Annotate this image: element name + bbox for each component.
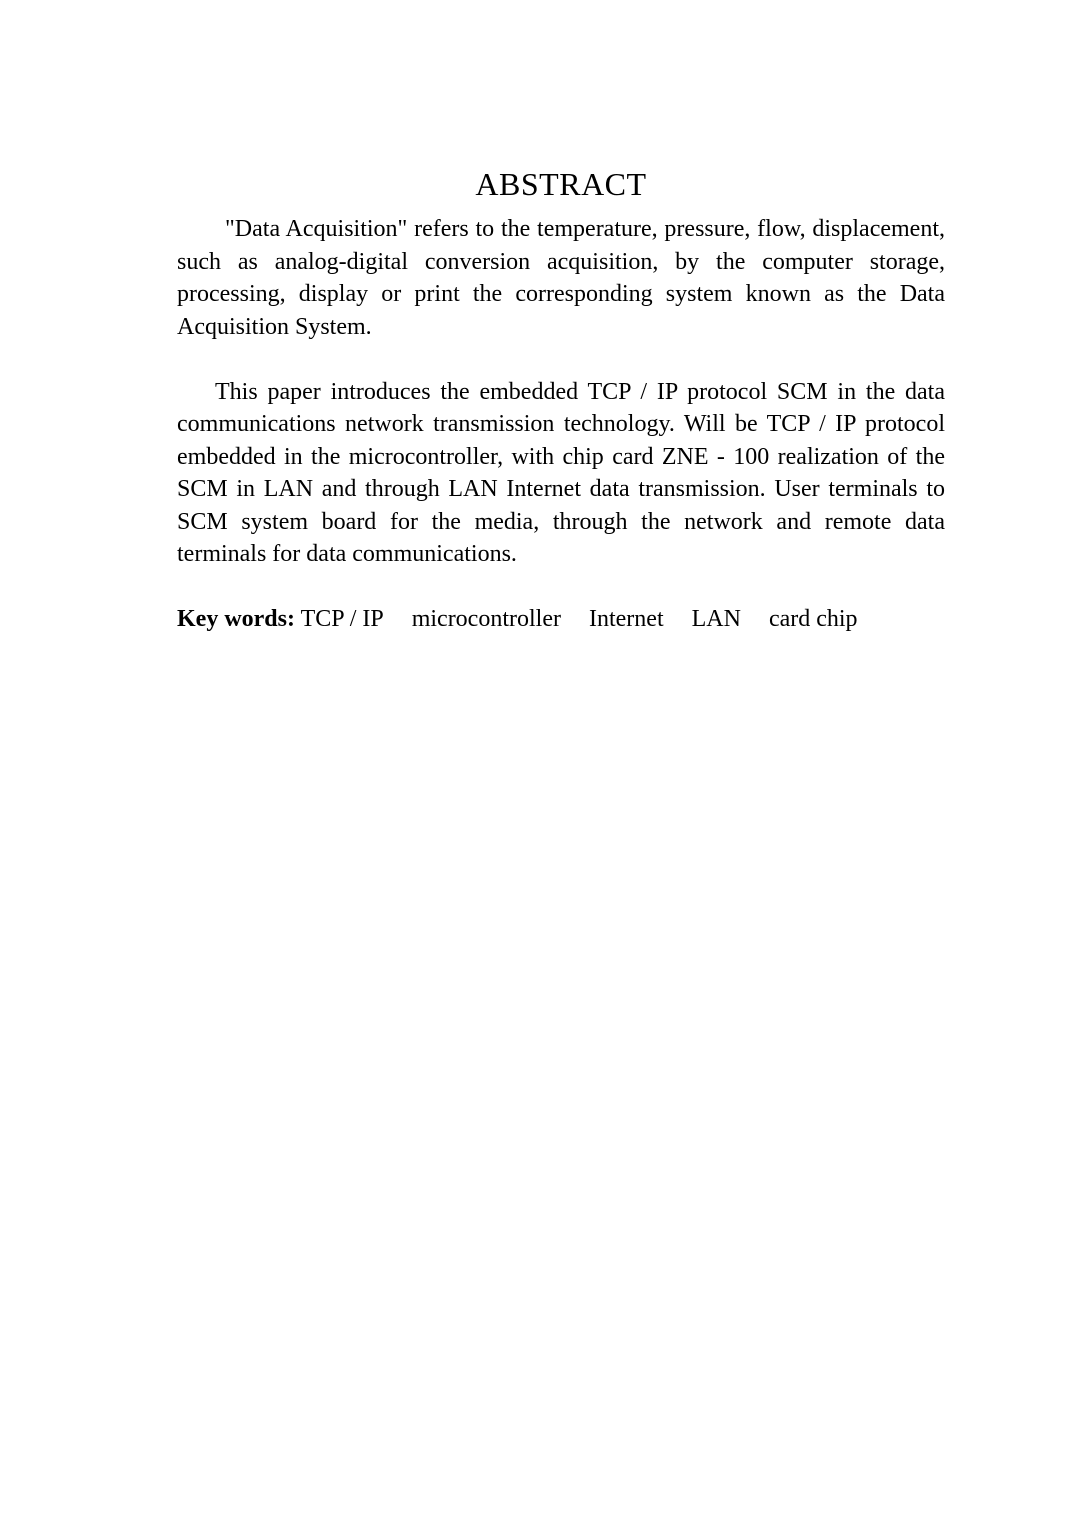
abstract-paragraph-1: "Data Acquisition" refers to the temperature, pressure, flow, displacement, such as analog-digital conversion acquisition, by the computer storage, processing, display or print the corresponding system known as the Data Acquisition System.	[177, 216, 945, 340]
abstract-paragraph-2: This paper introduces the embedded TCP / IP protocol SCM in the data communications network transmission technology. Will be TCP / IP protocol embedded in the microcontroller, with chip card ZNE - 100 realization of the SCM in LAN and through LAN Internet data transmission. User terminals to SCM system board for the media, through the network and remote data terminals for data communications.	[177, 378, 945, 567]
abstract-section	[177, 165, 945, 636]
keywords-label: Key words:	[177, 606, 295, 632]
keyword-item: Internet	[588, 606, 664, 632]
keyword-item: TCP / IP	[300, 606, 384, 632]
keyword-item: card chip	[768, 606, 858, 632]
keyword-item: microcontroller	[411, 606, 561, 632]
page-title: ABSTRACT	[475, 166, 647, 202]
keywords-line	[177, 603, 945, 636]
keyword-item: LAN	[691, 606, 741, 632]
